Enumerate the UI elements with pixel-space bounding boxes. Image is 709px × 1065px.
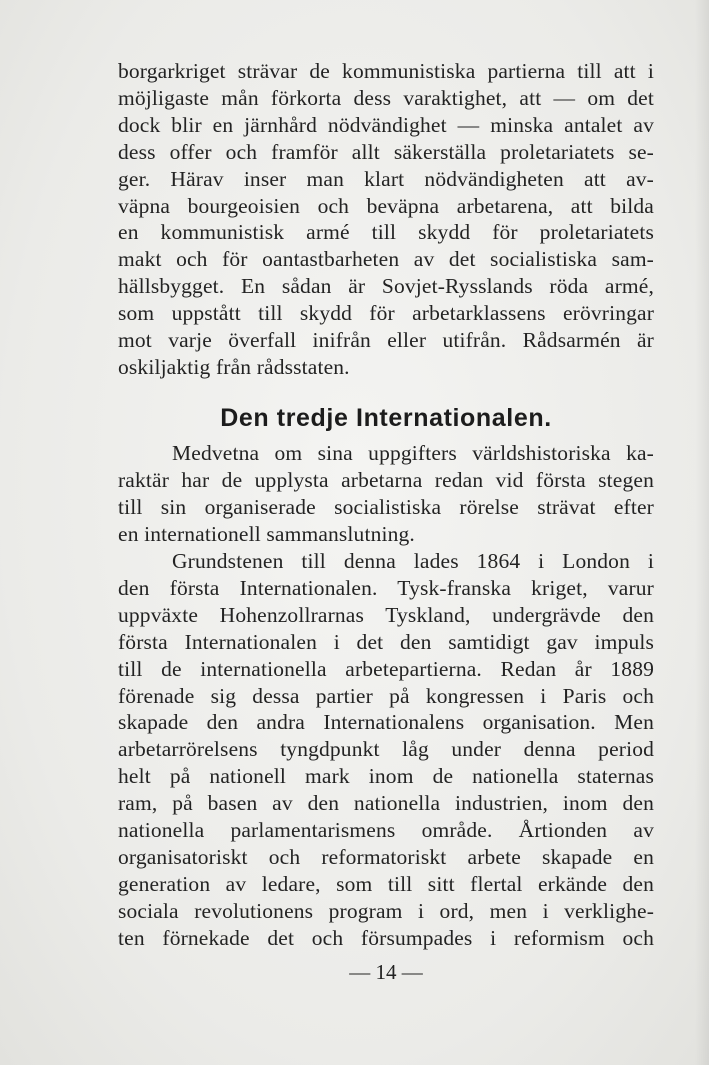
text-line: helt på nationell mark inom de nationella staternas	[118, 764, 654, 789]
text-line: uppväxte Hohenzollrarnas Tyskland, undergrävde den	[118, 602, 654, 627]
text-line: mot varje överfall inifrån eller utifrån. Rådsarmén är	[118, 328, 654, 353]
text-line: arbetarrörelsens tyngdpunkt låg under denna period	[118, 737, 654, 762]
section-heading: Den tredje Internationalen.	[220, 404, 552, 432]
text-line: Grundstenen till denna lades 1864 i London i	[172, 549, 654, 573]
text-line: en kommunistisk armé till skydd för proletariatets	[118, 220, 654, 245]
text-line: väpna bourgeoisien och beväpna arbetarena, att bilda	[118, 193, 654, 218]
paragraph-1	[118, 58, 654, 381]
text-line: ger. Härav inser man klart nödvändigheten att av-	[118, 166, 654, 191]
text-line: Medvetna om sina uppgifters världshistoriska ka-	[172, 441, 654, 465]
text-line: till sin organiserade socialistiska rörelse strävat efter	[118, 494, 654, 519]
text-line: hällsbygget. En sådan är Sovjet-Rysslands röda armé,	[118, 274, 654, 299]
text-line: oskiljaktig från rådsstaten.	[118, 354, 350, 379]
text-line: dock blir en järnhård nödvändighet — minska antalet av	[118, 112, 654, 137]
text-line: den första Internationalen. Tysk-franska kriget, varur	[118, 575, 654, 600]
text-line: ten förnekade det och försumpades i reformism och	[118, 925, 654, 950]
paragraph-3	[118, 548, 654, 952]
text-line: skapade den andra Internationalens organisation. Men	[118, 710, 654, 735]
text-line: sociala revolutionens program i ord, men i verklighe-	[118, 898, 654, 923]
text-line: dess offer och framför allt säkerställa proletariatets se-	[118, 139, 654, 164]
text-line: en internationell sammanslutning.	[118, 521, 415, 546]
page-edge-shadow	[695, 0, 709, 1065]
text-line: makt och för oantastbarheten av det socialistiska sam-	[118, 247, 654, 272]
text-line: organisatoriskt och reformatoriskt arbete skapade en	[118, 844, 654, 869]
text-line: borgarkriget strävar de kommunistiska partierna till att i	[118, 59, 654, 83]
text-line: raktär har de upplysta arbetarna redan vid första stegen	[118, 467, 654, 492]
text-line: generation av ledare, som till sitt flertal erkände den	[118, 871, 654, 896]
text-line: nationella parlamentarismens område. Årtionden av	[118, 818, 654, 843]
text-line: ram, på basen av den nationella industrien, inom den	[118, 791, 654, 816]
text-line: till de internationella arbetepartierna. Redan år 1889	[118, 656, 654, 681]
paragraph-2	[118, 440, 654, 548]
page-number: — 14 —	[349, 960, 423, 984]
text-line: första Internationalen i det den samtidigt gav impuls	[118, 629, 654, 654]
text-line: som uppstått till skydd för arbetarklassens erövringar	[118, 301, 654, 326]
text-line: möjligaste mån förkorta dess varaktighet, att — om det	[118, 85, 654, 110]
text-line: förenade sig dessa partier på kongressen i Paris och	[118, 683, 654, 708]
